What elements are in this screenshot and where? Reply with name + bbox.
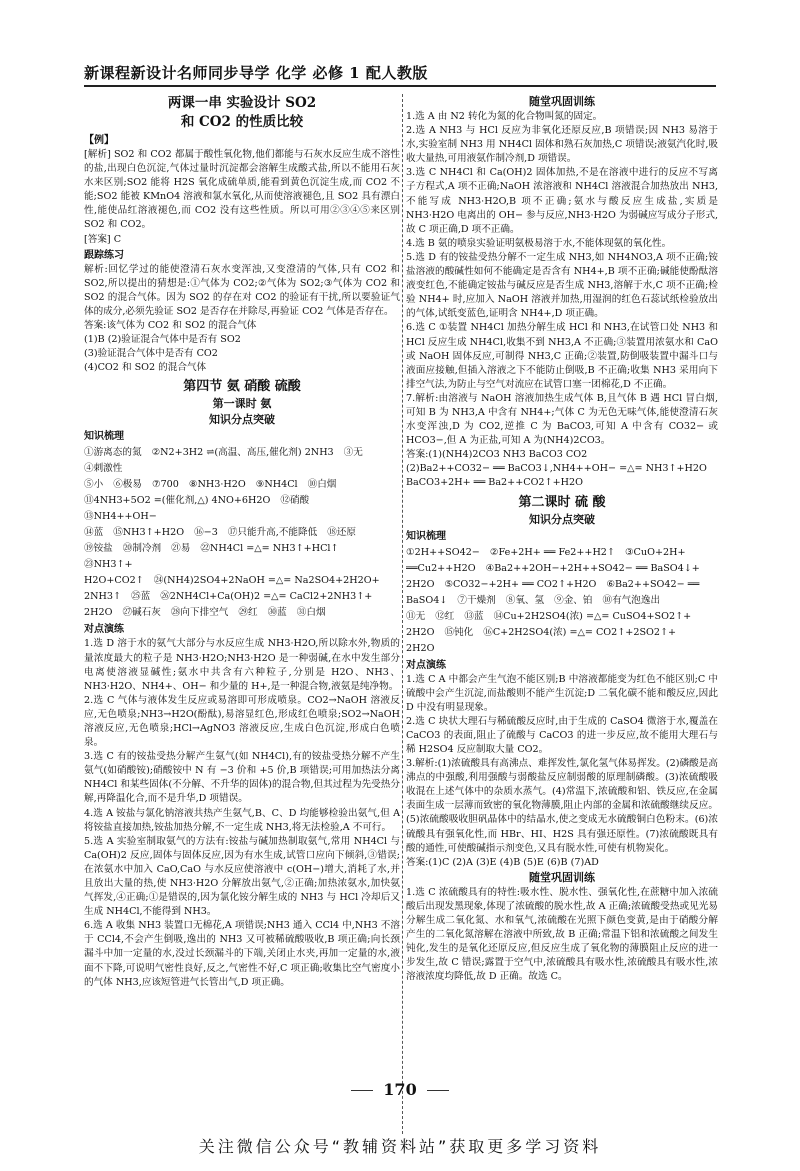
list-item: 5.选 A 实验室制取氨气的方法有:铵盐与碱加热制取氨气,常用 NH4Cl 与 Ca(OH)2 反应,固体与固体反应,因为有水生成,试管口应向下倾斜,③错误;在浓氨水中加入 CaO,CaO 与水反应使溶液中 c(OH−)增大,消耗了水,并且放出大量的热,使 NH3·H2O 分解放出氨气,②正确;加热浓氨水,加快氨气挥发,④正确;①是错误的,因为氯化铵分解生成的 NH3 与 HCl 冷却后又生成 NH4Cl,不能得到 NH3。 [84,835,400,918]
drill-title-2: 随堂巩固训练 [529,870,595,884]
practice-answers [84,319,400,375]
column-divider [402,94,403,1134]
knowledge-cell: ⑯C+2H2SO4(浓) =△= CO2↑+2SO2↑+ [483,626,677,638]
knowledge-label: 知识梳理 [84,431,124,443]
lesson-title-line1: 两课一串 实验设计 SO2 [167,95,317,111]
drill-list-2 [406,886,718,985]
knowledge-cell: BaSO4↓ [406,594,448,606]
knowledge-cell: ⑫硝酸 [280,495,310,507]
knowledge-cell: 2NH3↑ [84,591,122,603]
knowledge-cell: ㉛白烟 [296,607,326,619]
knowledge-cell: ④Ba2++2OH−+2H++SO42− ══ BaSO4↓+ [485,562,700,574]
knowledge-cell: ⑰只能升高,不能降低 [227,527,318,539]
knowledge-row [84,525,400,541]
drill-list [406,110,718,491]
knowledge-cell: ⑥Ba2++SO42− ══ [606,578,700,590]
knowledge-cell: ⑬蓝 [464,610,484,622]
list-item: 4.选 A 铵盐与氯化钠溶液共热产生氨气,B、C、D 均能够检验出氨气,但 A 将铵盐直接加热,铵盐加热分解,不一定生成 NH3,将无法检验,A 不可行。 [84,807,400,833]
knowledge-cell: ⑩白烟 [307,479,337,491]
exercises-label-2: 对点演练 [406,659,446,671]
knowledge-row [84,589,400,605]
knowledge-cell: ⑪无 [406,610,426,622]
list-item: 3.选 C NH4Cl 和 Ca(OH)2 固体加热,不是在溶液中进行的反应不写离子方程式,A 项不正确;NaOH 浓溶液和 NH4Cl 溶液混合加热放出 NH3,不能写成 NH3·H2O,B 项不正确;氨水与酸反应生成盐,实质是 NH3·H2O 电离出的 OH− 参与反应,NH3·H2O 为弱碱应写成分子形式,故 C 项正确,D 项不正确。 [406,167,718,235]
list-item: 2.选 C 块状大理石与稀硫酸反应时,由于生成的 CaSO4 微溶于水,覆盖在 CaCO3 的表面,阻止了硫酸与 CaCO3 的进一步反应,故不能用大理石与稀 H2SO4 反应制取大量 CO2。 [406,715,718,755]
book-title: 新课程新设计名师同步导学 化学 必修 1 配人教版 [84,64,428,82]
list-item: BaCO3+2H+ ══ Ba2++CO2↑+H2O [406,477,583,489]
knowledge-cell: ⑬NH4++OH− [84,511,157,523]
knowledge-cell: ㉗碱石灰 [122,607,161,619]
knowledge-cell: ㉙红 [238,607,258,619]
knowledge-row [84,573,400,589]
knowledge-cell: 2H2O [406,578,435,590]
list-item: 3.解析:(1)浓硫酸具有高沸点、难挥发性,氯化氢气体易挥发。(2)磷酸是高沸点的中强酸,利用强酸与弱酸盐反应制弱酸的原理制磷酸。(3)浓硫酸吸收混在上述气体中的杂质水蒸气。(4)常温下,浓硫酸和铝、铁反应,在金属表面生成一层薄而致密的氧化物薄膜,阻止内部的金属和浓硫酸继续反应。(5)浓硫酸吸收胆矾晶体中的结晶水,使之变成无水硫酸铜白色粉末。(6)浓硫酸具有强氧化性,而 HBr、HI、H2S 具有强还原性。(7)浓硫酸既具有酸的通性,可使酸碱指示剂变色,又具有脱水性,可使有机物炭化。 [406,758,718,854]
knowledge-row [406,545,718,561]
knowledge-row [406,641,718,657]
list-item: 7.解析:由溶液与 NaOH 溶液加热生成气体 B,且气体 B 遇 HCl 冒白烟,可知 B 为 NH3,A 中含有 NH4+;气体 C 为无色无味气体,能使澄清石灰水变浑浊,D 为 CO2,逆推 C 为 BaCO3,可知 A 中含有 CO32− 或 HCO3−,但 A 为正盐,可知 A 为(NH4)2CO3。 [406,392,718,447]
knowledge-cell: ㉕蓝 [131,591,151,603]
knowledge-row [84,541,400,573]
list-item: (4)CO2 和 SO2 的混合气体 [84,362,207,374]
knowledge-row [84,605,400,621]
knowledge-cell: ⑳制冷剂 [122,543,162,555]
knowledge-cell: ②Fe+2H+ ══ Fe2++H2↑ [489,546,615,558]
knowledge-row [84,477,400,493]
example-analysis: [解析] SO2 和 CO2 都属于酸性氧化物,他们都能与石灰水反应生成不溶性的盐,出现白色沉淀,气体过量时沉淀都会溶解生成酸式盐,所以不能用石灰水来区别;SO2 能将 H2S 氧化成硫单质,能看到黄色沉淀生成,而 CO2 不能;SO2 能被 KMnO4 溶液和氯水氧化,从而使溶液褪色,且 SO2 具有漂白性,能使品红溶液褪色,而 CO2 没有这些性质。所以可用②③④⑤来区别 SO2 和 CO2。 [84,149,400,231]
knowledge-cell: ⑧氧、氢 [505,594,545,606]
knowledge-cell: ══Cu2++H2O [406,562,476,574]
knowledge-cell: ⑭Cu+2H2SO4(浓) =△= CuSO4+SO2↑+ [493,610,692,622]
list-item: 1.选 A 由 N2 转化为氮的化合物叫氮的固定。 [406,111,603,122]
knowledge-cell: ⑫红 [435,610,455,622]
knowledge-cell: ⑮NH3↑+H2O [113,527,185,539]
list-item: 1.选 D 溶于水的氨气大部分与水反应生成 NH3·H2O,所以除水外,物质的量浓度最大的粒子是 NH3·H2O;NH3·H2O 是一种弱碱,在水中发生部分电离使溶液显碱性;氨水中共含有六种粒子,分别是 H2O、NH3、NH3·H2O、NH4+、OH− 和少量的 H+,是一种混合物,液氨是纯净物。 [84,638,400,692]
knowledge-row [406,625,718,641]
knowledge-cell: ⑭蓝 [84,527,104,539]
knowledge-cell: ⑮钝化 [444,626,474,638]
knowledge-cell: ㉒NH4Cl =△= NH3↑+HCl↑ [200,543,339,555]
knowledge-cell: H2O+CO2↑ [84,575,144,587]
knowledge-cell: 2H2O [406,626,435,638]
knowledge-cell: ⑦700 [151,479,179,491]
knowledge-cell: ㉘向下排空气 [170,607,229,619]
knowledge-cell: ⑯−3 [194,527,218,539]
knowledge-cell: ⑩有气泡逸出 [602,594,661,606]
knowledge-label-2: 知识梳理 [406,530,446,542]
example-label: 【例】 [84,135,114,146]
knowledge-cell: ②N2+3H2 ⇌(高温、高压,催化剂) 2NH3 [151,447,334,459]
list-item: (2)Ba2++CO32− ══ BaCO3↓,NH4++OH− =△= NH3↑+H2O [406,463,707,475]
list-item: (1)B (2)验证混合气体中是否有 SO2 [84,334,241,346]
knowledge-cell: ⑤CO32−+2H+ ══ CO2↑+H2O [444,578,597,590]
list-item: 3.选 C 有的铵盐受热分解产生氨气(如 NH4Cl),有的铵盐受热分解不产生氨气(如硝酸铵);硝酸铵中 N 有 −3 价和 +5 价,B 项错误;可用加热法分离 NH4Cl 和某些固体(不分解、不升华的固体)的混合物,但其过程为先受热分解,再降温化合,而不是升华,D 项错误。 [84,751,400,805]
knowledge-cell: ③CuO+2H+ [624,546,686,558]
knowledge-cell: ㉔(NH4)2SO4+2NaOH =△= Na2SO4+2H2O+ [153,575,380,587]
knowledge-cell: ⑨金、铂 [554,594,593,606]
knowledge-cell: ㉖2NH4Cl+Ca(OH)2 =△= CaCl2+2NH3↑+ [160,591,373,603]
exercises-label: 对点演练 [84,624,124,636]
drill-title: 随堂巩固训练 [529,95,595,108]
list-item: 答案:(1)(NH4)2CO3 NH3 BaCO3 CO2 [406,449,588,461]
knowledge-grid [84,445,400,621]
list-item: 答案:(1)C (2)A (3)E (4)B (5)E (6)B (7)AD [406,856,599,868]
lesson2-title: 第二课时 硫 酸 [518,494,606,510]
list-item: 6.选 A 收集 NH3 装置口无棉花,A 项错误;NH3 通入 CCl4 中,NH3 不溶于 CCl4,不会产生倒吸,逸出的 NH3 又可被稀硫酸吸收,B 项正确;向长颈漏斗中加一定量的水,没过长颈漏斗的下端,关闭止水夹,再加一定量的水,液面不下降,可说明气密性良好,反之,气密性不好,C 项正确;收集比空气密度小的气体 NH3,应该短管进气长管出气,D 项正确。 [84,920,400,988]
list-item: 1.选 C A 中都会产生气泡不能区别;B 中溶液都能变为红色不能区别;C 中硫酸中会产生沉淀,而盐酸则不能产生沉淀;D 二氧化碳不能和酸反应,因此 D 中没有明显现象。 [406,673,718,713]
knowledge-row [406,609,718,625]
list-item: 2.选 C 气体与液体发生反应或易溶即可形成喷泉。CO2→NaOH 溶液反应,无色喷泉;NH3→H2O(酚酞),易溶显红色,形成红色喷泉;SO2→NaOH 溶液反应,无色喷泉;HCl→AgNO3 溶液反应,生成白色沉淀,形成白色喷泉。 [84,694,400,749]
practice-label: 跟踪练习 [84,249,124,261]
knowledge-cell: ㉑易 [171,543,191,555]
knowledge-row [406,561,718,577]
knowledge-cell: ④刺激性 [84,463,123,475]
left-column [84,94,400,1134]
list-item: 4.选 B 氨的喷泉实验证明氨极易溶于水,不能体现氨的氧化性。 [406,237,672,249]
list-item: 1.选 C 浓硫酸具有的特性:吸水性、脱水性、强氧化性,在蔗糖中加入浓硫酸后出现发黑现象,体现了浓硫酸的脱水性,故 A 正确;浓硫酸受热或见光易分解生成二氧化氮、水和氧气,浓硫酸在光照下颜色变黄,是由于硝酸分解产生的二氧化氮溶解在溶液中所致,故 B 正确;常温下铝和浓硫酸之间发生钝化,发生的是氧化还原反应,但反应生成了氧化物的薄膜阻止反应的进一步发生,故 C 错误;露置于空气中,浓硫酸具有吸水性,浓硫酸具有吸水性,浓溶液浓度均降低,故 D 正确。故选 C。 [406,886,718,983]
knowledge-cell: ⑤小 [84,479,104,491]
knowledge-cell: 2H2O [84,607,113,619]
list-item: (3)验证混合气体中是否有 CO2 [84,348,218,360]
page-number [0,1080,800,1099]
knowledge-grid-2 [406,545,718,657]
list-item: 2.选 A NH3 与 HCl 反应为非氧化还原反应,B 项错误;因 NH3 易溶于水,实验室制 NH3 用 NH4Cl 固体和熟石灰加热,C 项错误;液氨汽化时,吸收大量热,可用液氨作制冷剂,D 项错误。 [406,125,718,165]
practice-analysis: 解析:回忆学过的能使澄清石灰水变浑浊,又变澄清的气体,只有 CO2 和 SO2,所以提出的猜想是:①气体为 CO2;②气体为 SO2;③气体为 CO2 和 SO2 的混合气体。因为 SO2 的存在对 CO2 的验证有干扰,所以要验证气体的成分,必须先验证 SO2 是否存在并除尽,再验证 CO2 气体是否存在。 [84,263,400,317]
page-header [84,57,716,87]
exercises-list [84,637,400,989]
knowledge-cell: 2H2O [406,642,435,654]
example-answer: [答案] C [84,233,122,245]
list-item: 6.选 C ①装置 NH4Cl 加热分解生成 HCl 和 NH3,在试管口处 NH3 和 HCl 反应生成 NH4Cl,收集不到 NH3,A 不正确;③装置用浓氨水和 CaO 或 NaOH 固体反应,可制得 NH3,C 正确;②装置,防倒吸装置中漏斗口与液面应接触,但插入溶液之下不能防止倒吸,B 不正确;收集 NH3 采用向下排空气法,为防止与空气对流应在试管口塞一团棉花,D 不正确。 [406,322,718,390]
breakthrough-title-2: 知识分点突破 [529,512,595,526]
knowledge-cell: ①2H++SO42− [406,546,480,558]
knowledge-cell: ⑨NH4Cl [255,479,298,491]
knowledge-row [406,593,718,609]
knowledge-row [84,493,400,525]
footer-note: 关注微信公众号“教辅资料站”获取更多学习资料 [198,1137,602,1156]
knowledge-cell: ⑧NH3·H2O [188,479,246,491]
section-title: 第四节 氨 硝酸 硫酸 [183,379,301,395]
lesson-title-line2: 和 CO2 的性质比较 [180,114,304,130]
exercises-list-2 [406,673,718,870]
knowledge-cell: ⑦干燥剂 [457,594,496,606]
knowledge-cell: ⑪4NH3+5O2 =(催化剂,△) 4NO+6H2O [84,495,271,507]
knowledge-cell: ㉚蓝 [267,607,287,619]
list-item: 5.选 D 有的铵盐受热分解不一定生成 NH3,如 NH4NO3,A 项不正确;铵盐溶液的酸碱性如何不能确定是否含有 NH4+,B 项不正确;碱能使酚酞溶液变红色,不能确定铵盐与碱反应是否生成 NH3,溶解于水,C 项不正确;检验 NH4+ 时,应加入 NaOH 溶液并加热,用湿润的红色石蕊试纸检验放出的气体,试纸变蓝色,证明含 NH4+,D 项正确。 [406,251,718,320]
list-item: 答案:该气体为 CO2 和 SO2 的混合气体 [84,320,257,332]
knowledge-row [406,577,718,593]
knowledge-row [84,445,400,477]
right-column [406,94,718,1014]
knowledge-cell: ①游离态的氮 [84,447,142,459]
lesson1-title: 第一课时 氨 [212,397,272,411]
knowledge-cell: ⑲铵盐 [84,543,113,555]
knowledge-cell: ⑥极易 [113,479,142,491]
knowledge-cell: ③无 [343,447,363,459]
knowledge-cell: ㉓NH3↑+ [84,559,133,571]
page-number-text: 170 [383,1080,417,1099]
breakthrough-title: 知识分点突破 [209,413,275,427]
knowledge-cell: ⑱还原 [327,527,356,539]
